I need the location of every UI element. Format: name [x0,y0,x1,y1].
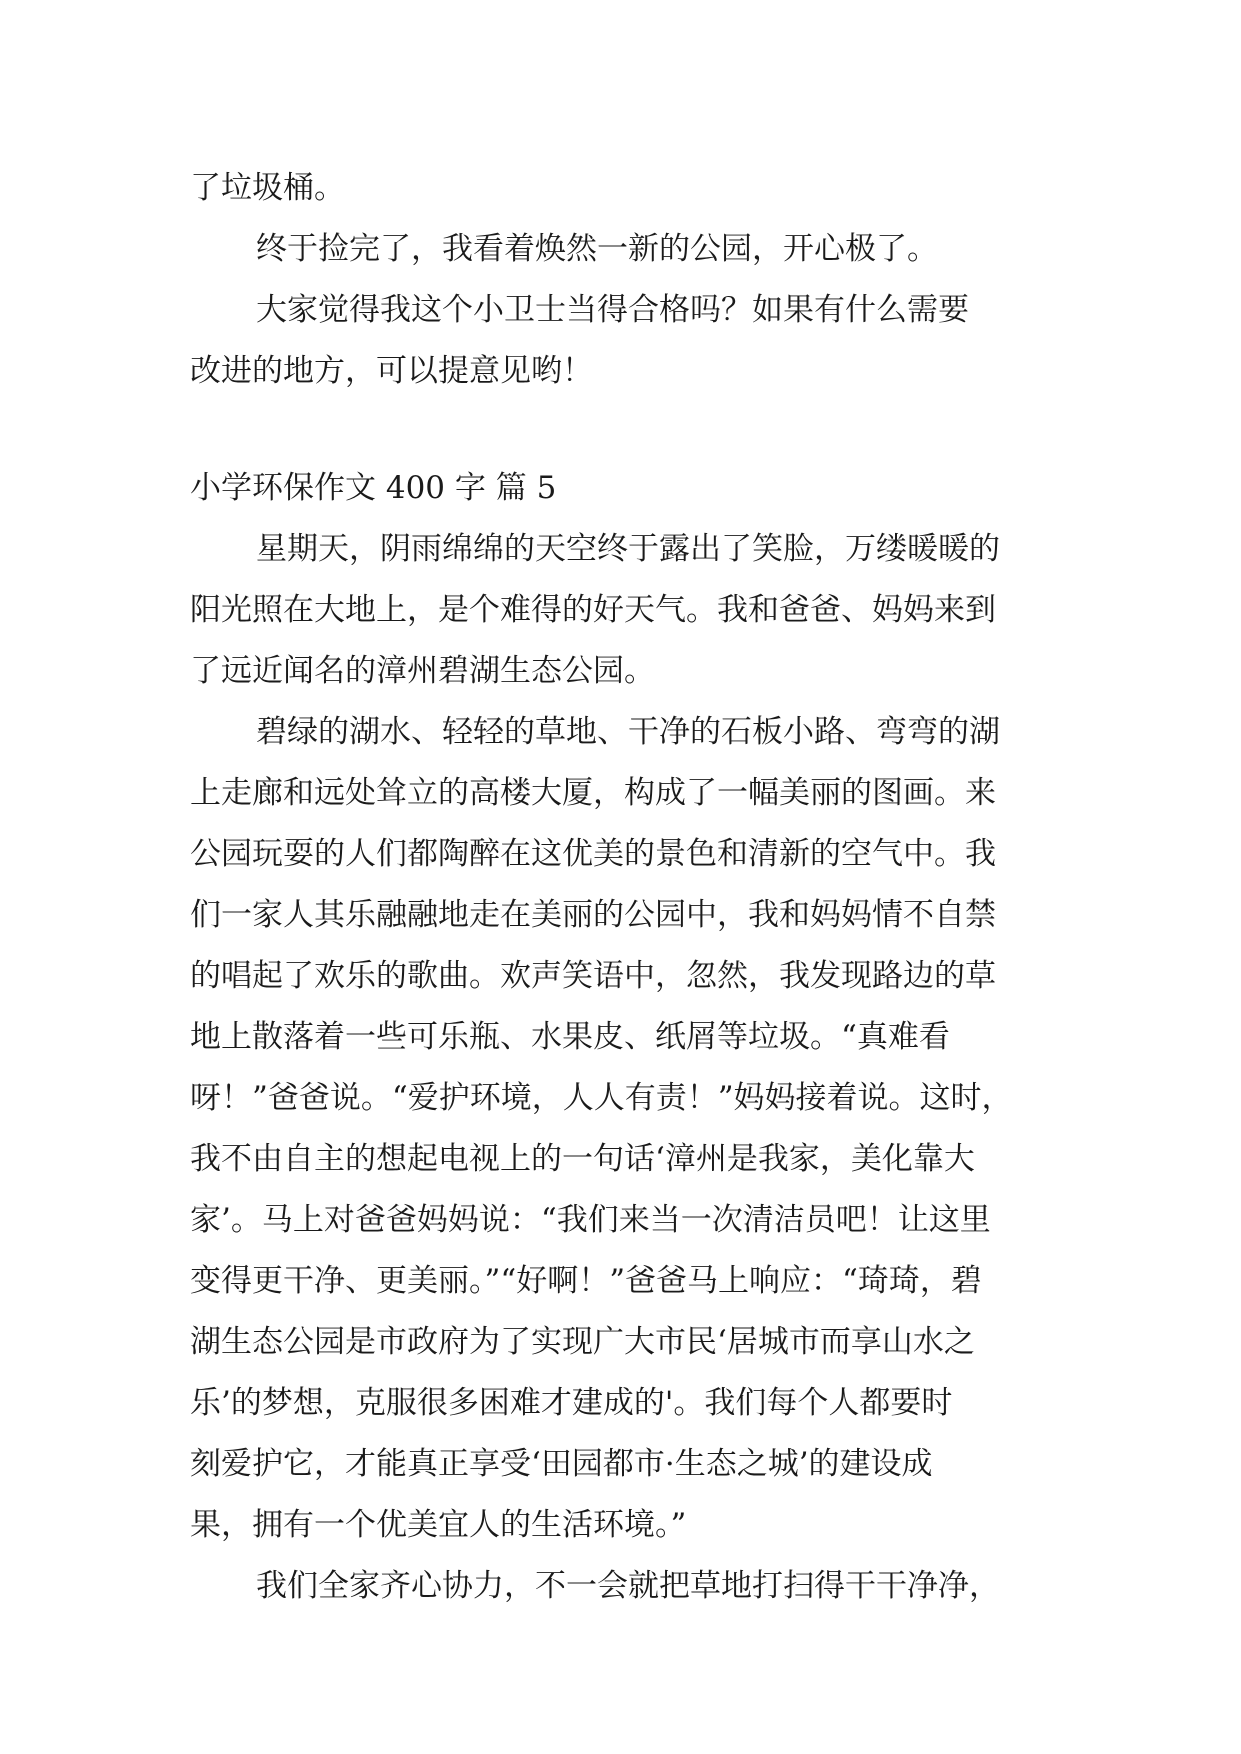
paragraph-line: 家’。马上对爸爸妈妈说：“我们来当一次清洁员吧！让这里 [190,1202,991,1238]
paragraph-line: 们一家人其乐融融地走在美丽的公园中，我和妈妈情不自禁 [190,897,996,933]
paragraph-line: 乐’的梦想，克服很多困难才建成的'。我们每个人都要时 [190,1385,953,1421]
paragraph-line: 我不由自主的想起电视上的一句话‘漳州是我家，美化靠大 [190,1141,975,1177]
paragraph-line: 阳光照在大地上，是个难得的好天气。我和爸爸、妈妈来到 [190,592,996,628]
section-gap [190,402,1050,458]
essay-heading: 小学环保作文 400 字 篇 5 [190,470,557,506]
paragraph-line: 的唱起了欢乐的歌曲。欢声笑语中，忽然，我发现路边的草 [190,958,996,994]
paragraph-line: 改进的地方，可以提意见哟！ [190,353,593,389]
paragraph-line: 湖生态公园是市政府为了实现广大市民‘居城市而享山水之 [190,1324,975,1360]
paragraph-line: 呀！”爸爸说。“爱护环境，人人有责！”妈妈接着说。这时， [190,1080,1013,1116]
paragraph-line: 上走廊和远处耸立的高楼大厦，构成了一幅美丽的图画。来 [190,775,996,811]
paragraph-line: 果，拥有一个优美宜人的生活环境。” [190,1507,687,1543]
paragraph-line: 了垃圾桶。 [190,170,345,206]
paragraph-line: 变得更干净、更美丽。”“好啊！”爸爸马上响应：“琦琦，碧 [190,1263,982,1299]
paragraph-line: 刻爱护它，才能真正享受‘田园都市·生态之城’的建设成 [190,1446,933,1482]
paragraph-line: 星期天，阴雨绵绵的天空终于露出了笑脸，万缕暖暖的 [256,531,1000,567]
document-body [190,158,1050,1617]
paragraph-line: 我们全家齐心协力，不一会就把草地打扫得干干净净， [256,1568,1000,1604]
paragraph-line: 了远近闻名的漳州碧湖生态公园。 [190,653,655,689]
paragraph-line: 公园玩耍的人们都陶醉在这优美的景色和清新的空气中。我 [190,836,996,872]
paragraph-line: 大家觉得我这个小卫士当得合格吗？如果有什么需要 [256,292,969,328]
paragraph-line: 碧绿的湖水、轻轻的草地、干净的石板小路、弯弯的湖 [256,714,1000,750]
paragraph-line: 地上散落着一些可乐瓶、水果皮、纸屑等垃圾。“真难看 [190,1019,950,1055]
paragraph-line: 终于捡完了，我看着焕然一新的公园，开心极了。 [256,231,938,267]
